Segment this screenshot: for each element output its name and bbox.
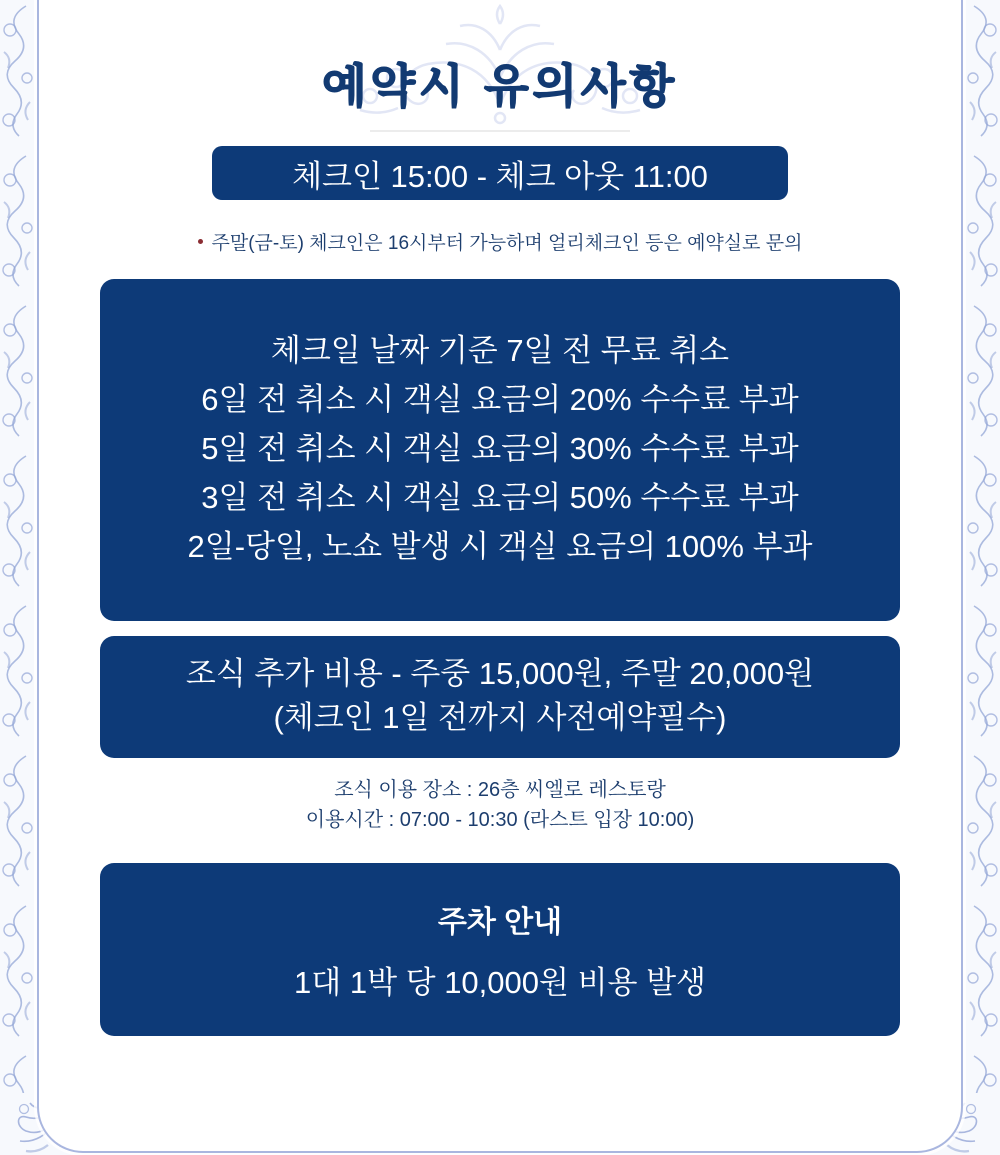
page-title: 예약시 유의사항: [322, 60, 678, 112]
checkin-hours-banner: [212, 146, 788, 200]
cancel-line: 3일 전 취소 시 객실 요금의 50% 수수료 부과: [201, 480, 799, 515]
parking-heading: 주차 안내: [437, 906, 563, 939]
cancel-line: 5일 전 취소 시 객실 요금의 30% 수수료 부과: [201, 431, 799, 466]
cancellation-policy-box: [100, 279, 900, 621]
cancel-line: 2일-당일, 노쇼 발생 시 객실 요금의 100% 부과: [187, 529, 813, 564]
breakfast-location-text: 조식 이용 장소 : 26층 씨엘로 레스토랑: [334, 779, 666, 801]
weekend-checkin-note: [198, 228, 803, 255]
breakfast-info: [306, 775, 694, 835]
breakfast-fee-line: 조식 추가 비용 - 주중 15,000원, 주말 20,000원: [185, 656, 815, 691]
checkin-hours-text: 체크인 15:00 - 체크 아웃 11:00: [292, 158, 708, 194]
cancel-line: 체크일 날짜 기준 7일 전 무료 취소: [270, 333, 730, 368]
breakfast-fee-box: [100, 636, 900, 758]
bullet-icon: [198, 239, 203, 244]
breakfast-hours-text: 이용시간 : 07:00 - 10:30 (라스트 입장 10:00): [305, 809, 695, 831]
parking-fee-text: 1대 1박 당 10,000원 비용 발생: [294, 965, 706, 1000]
breakfast-fee-line: (체크인 1일 전까지 사전예약필수): [273, 700, 727, 735]
weekend-checkin-note-text: 주말(금-토) 체크인은 16시부터 가능하며 얼리체크인 등은 예약실로 문의: [211, 233, 803, 254]
cancel-line: 6일 전 취소 시 객실 요금의 20% 수수료 부과: [201, 382, 799, 417]
title-underline: [370, 130, 630, 132]
parking-info-box: [100, 863, 900, 1036]
